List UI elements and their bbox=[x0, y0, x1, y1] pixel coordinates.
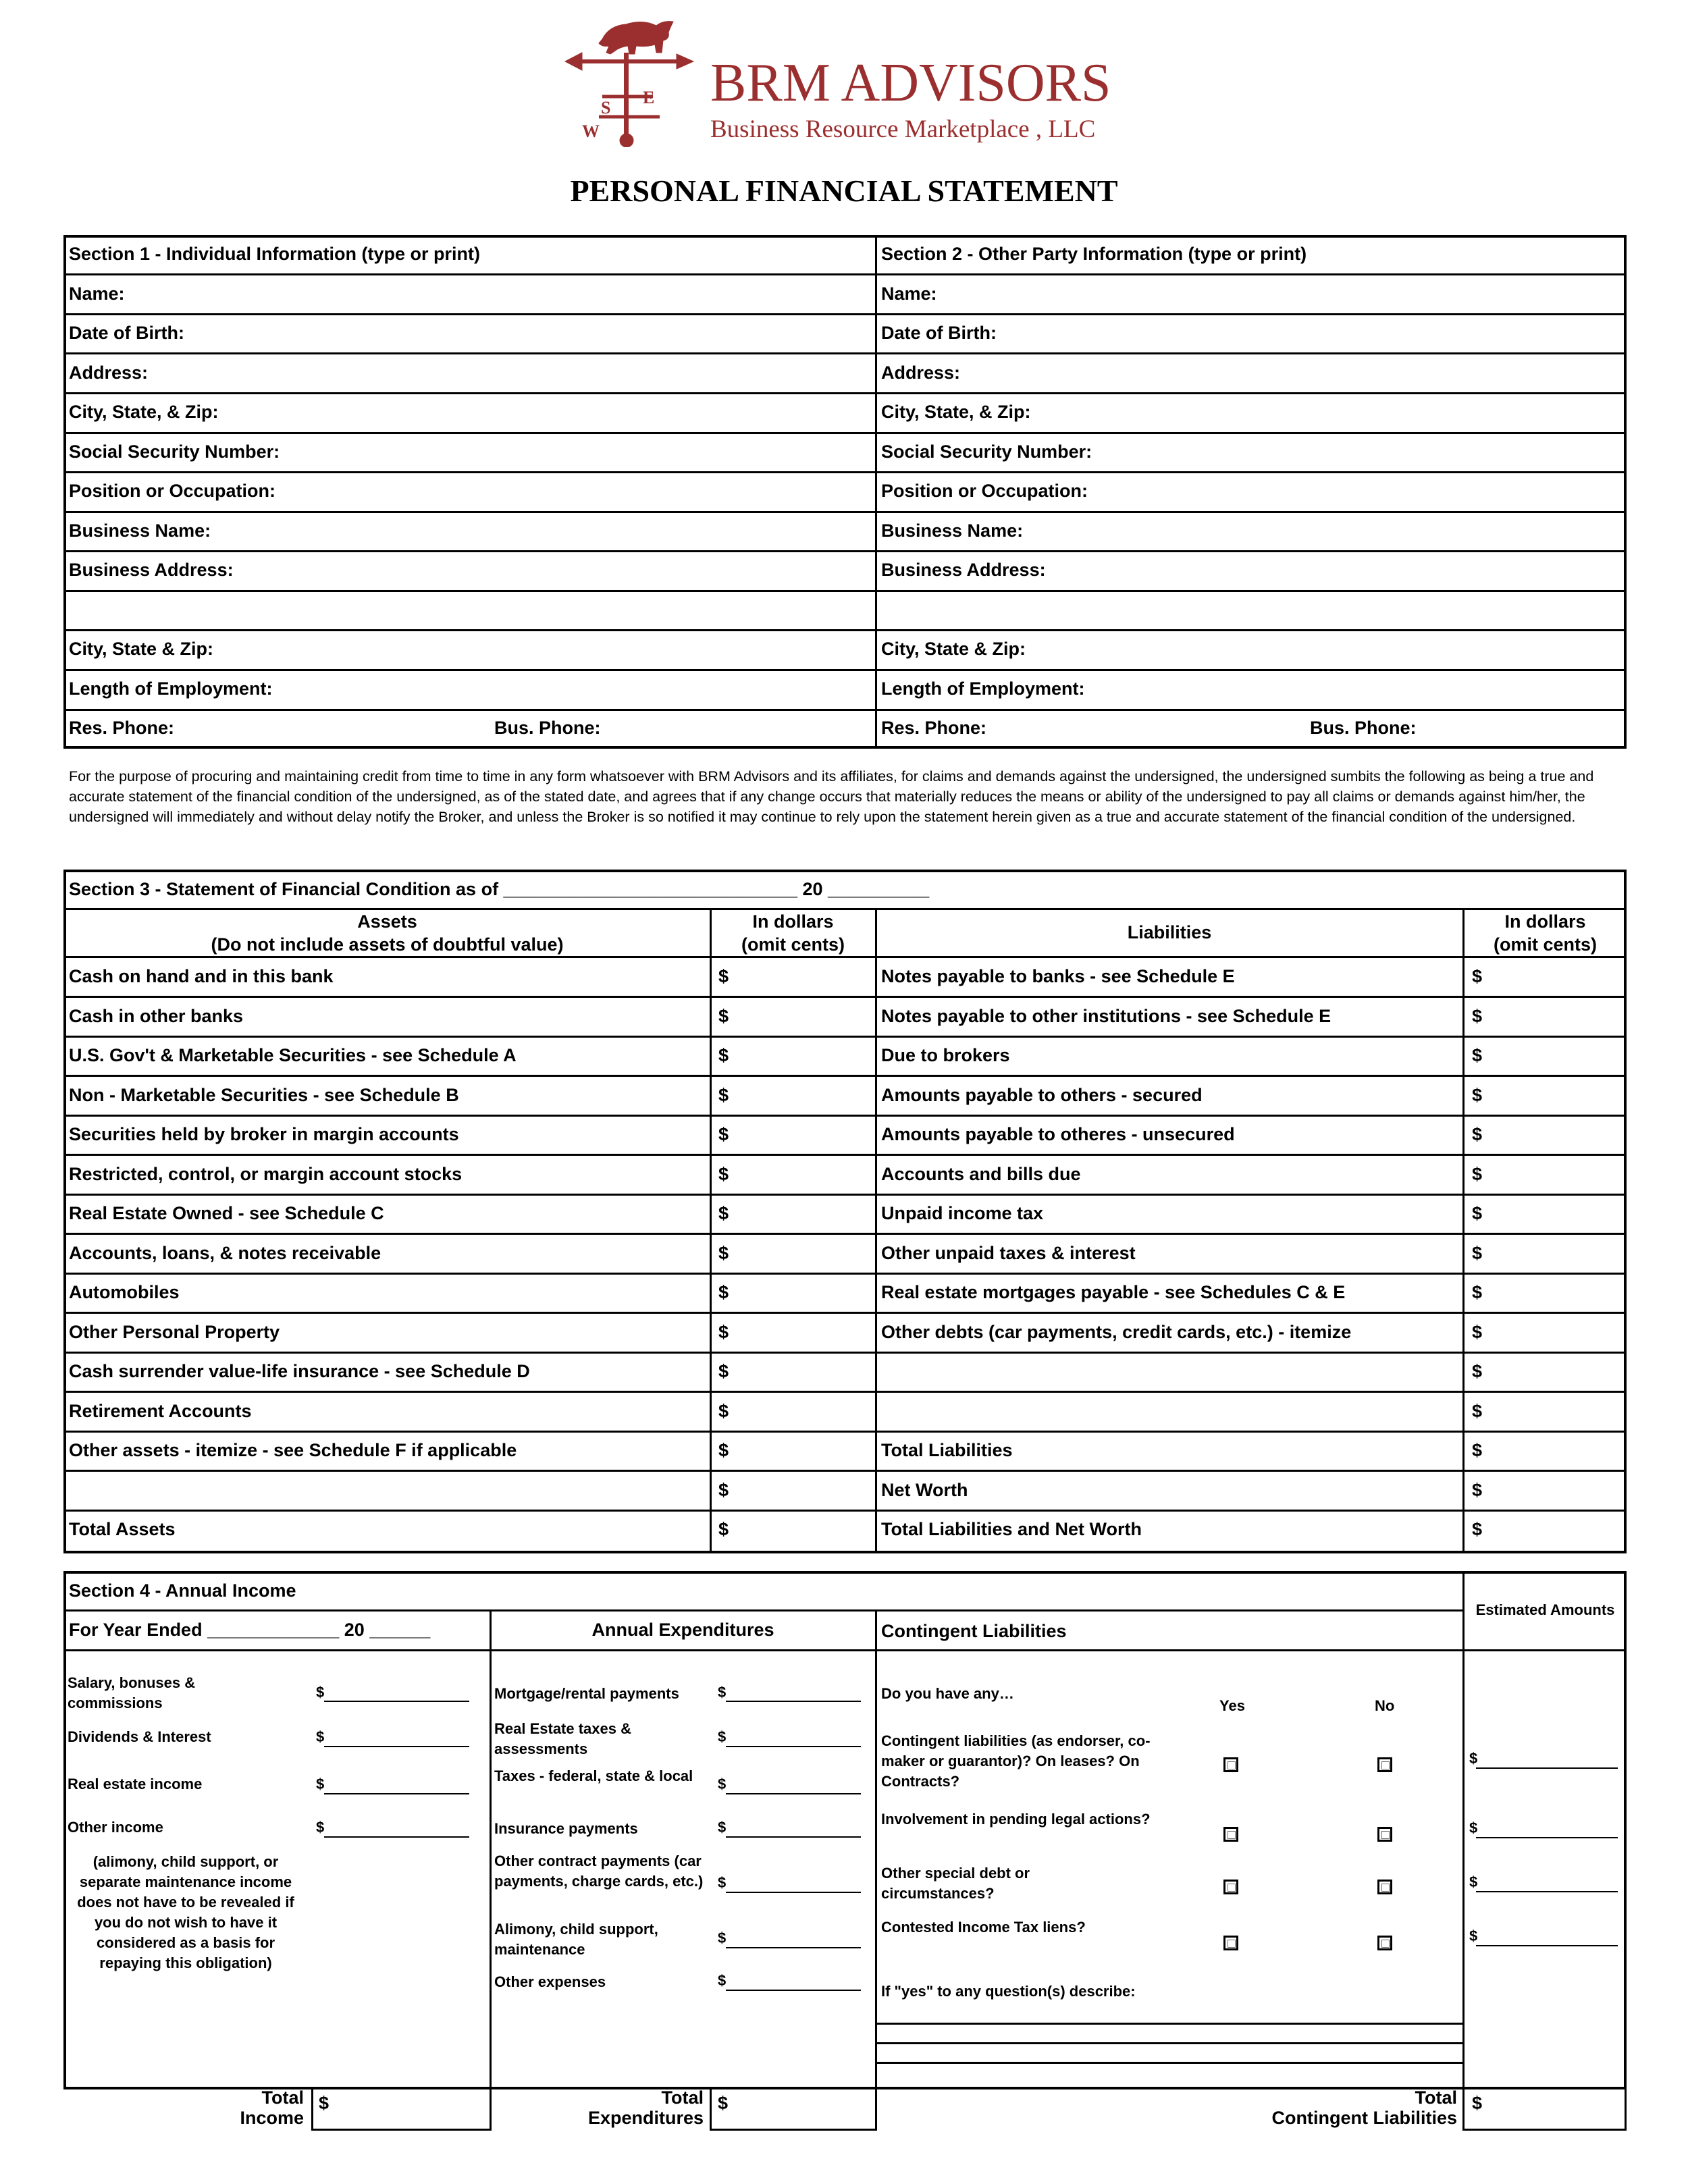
svg-text:W: W bbox=[582, 122, 600, 141]
brand-name: BRM ADVISORS bbox=[710, 53, 1111, 113]
s2-bus-phone-field[interactable]: Bus. Phone: bbox=[1310, 718, 1417, 738]
total-assets-label: Total Assets bbox=[69, 1519, 176, 1539]
total-exp-label-2: Expenditures bbox=[587, 2108, 704, 2128]
total-exp-label-1: Total bbox=[661, 2087, 704, 2108]
asset-amount-field[interactable]: $ bbox=[718, 966, 729, 986]
asset-amount-field[interactable]: $ bbox=[718, 1006, 729, 1026]
asset-row-label: Restricted, control, or margin account stocks bbox=[69, 1164, 463, 1184]
describe-label: If "yes" to any question(s) describe: bbox=[881, 1983, 1136, 2000]
exp-alimony-field[interactable]: $ bbox=[718, 1929, 727, 1946]
income-label-real-estate: Real estate income bbox=[68, 1776, 203, 1792]
asset-row-label: U.S. Gov't & Marketable Securities - see Schedule A bbox=[69, 1045, 517, 1065]
annual-expenditures-header: Annual Expenditures bbox=[591, 1620, 774, 1640]
exp-label-other-contract: Other contract payments (car payments, charge cards, etc.) bbox=[494, 1853, 704, 1890]
liability-row-label: Due to brokers bbox=[881, 1045, 1010, 1065]
asset-amount-field[interactable]: $ bbox=[718, 1164, 729, 1184]
total-contingent-label-2: Contingent Liabilities bbox=[1271, 2108, 1457, 2128]
s2-dob-field[interactable]: Date of Birth: bbox=[881, 323, 997, 343]
question-tax-liens-no-checkbox[interactable] bbox=[1377, 1936, 1392, 1950]
question-special-debt-yes-checkbox[interactable] bbox=[1223, 1880, 1238, 1894]
income-other-field[interactable]: $ bbox=[316, 1819, 325, 1836]
s2-city-field[interactable]: City, State, & Zip: bbox=[881, 402, 1031, 422]
total-exp-field[interactable]: $ bbox=[718, 2093, 729, 2113]
question-contingent-yes-checkbox[interactable] bbox=[1223, 1757, 1238, 1772]
s2-address-field[interactable]: Address: bbox=[881, 363, 961, 383]
question-tax-liens-amount[interactable]: $ bbox=[1469, 1927, 1478, 1944]
income-label-dividends: Dividends & Interest bbox=[68, 1728, 211, 1745]
asset-amount-field[interactable]: $ bbox=[718, 1361, 729, 1381]
brand-tagline: Business Resource Marketplace , LLC bbox=[710, 115, 1096, 143]
question-special-debt: Other special debt or circumstances? bbox=[881, 1865, 1030, 1902]
s2-ssn-field[interactable]: Social Security Number: bbox=[881, 442, 1092, 462]
asset-amount-field[interactable]: $ bbox=[718, 1440, 729, 1460]
total-income-label-2: Income bbox=[240, 2108, 304, 2128]
do-you-have-label: Do you have any… bbox=[881, 1685, 1014, 1702]
s1-business-city-field[interactable]: City, State & Zip: bbox=[69, 639, 214, 659]
s2-position-field[interactable]: Position or Occupation: bbox=[881, 481, 1088, 501]
liability-amount-field[interactable]: $ bbox=[1472, 1401, 1483, 1421]
question-legal: Involvement in pending legal actions? bbox=[881, 1811, 1151, 1828]
sections-1-2-table bbox=[63, 235, 1627, 749]
exp-taxes-field[interactable]: $ bbox=[718, 1776, 727, 1792]
asset-row-label: Securities held by broker in margin accounts bbox=[69, 1124, 459, 1144]
s1-business-name-field[interactable]: Business Name: bbox=[69, 521, 211, 541]
asset-amount-field[interactable]: $ bbox=[718, 1282, 729, 1302]
liability-row-label: Real estate mortgages payable - see Schedules C & E bbox=[881, 1282, 1346, 1302]
section-3-title: Section 3 - Statement of Financial Condition as of _____________________________ 20 __________ bbox=[69, 879, 930, 899]
asset-amount-field[interactable]: $ bbox=[718, 1480, 729, 1500]
no-header: No bbox=[1375, 1697, 1395, 1714]
estimated-amounts-header: Estimated Amounts bbox=[1475, 1601, 1615, 1618]
s2-res-phone-field[interactable]: Res. Phone: bbox=[881, 718, 987, 738]
page-title: PERSONAL FINANCIAL STATEMENT bbox=[570, 174, 1118, 208]
net-worth-amount-field[interactable]: $ bbox=[1472, 1480, 1483, 1500]
total-income-field[interactable]: $ bbox=[319, 2093, 329, 2113]
svg-text:S: S bbox=[601, 98, 611, 117]
asset-row-label: Non - Marketable Securities - see Schedule B bbox=[69, 1085, 459, 1105]
total-liabilities-net-worth-amount-field[interactable]: $ bbox=[1472, 1519, 1483, 1539]
total-liabilities-net-worth-label: Total Liabilities and Net Worth bbox=[881, 1519, 1142, 1539]
s1-res-phone-field[interactable]: Res. Phone: bbox=[69, 718, 175, 738]
section-2-title: Section 2 - Other Party Information (type or print) bbox=[881, 244, 1307, 264]
s1-name-field[interactable]: Name: bbox=[69, 284, 125, 304]
liabilities-dollars-header: In dollars bbox=[1504, 911, 1586, 932]
s2-business-address-field[interactable]: Business Address: bbox=[881, 560, 1046, 580]
asset-row-label: Cash on hand and in this bank bbox=[69, 966, 334, 986]
asset-row-label: Automobiles bbox=[69, 1282, 180, 1302]
liability-amount-field[interactable]: $ bbox=[1472, 1203, 1483, 1223]
liability-amount-field[interactable]: $ bbox=[1472, 1124, 1483, 1144]
liability-amount-field[interactable]: $ bbox=[1472, 1164, 1483, 1184]
assets-header: Assets bbox=[357, 911, 417, 932]
liability-row-label: Notes payable to banks - see Schedule E bbox=[881, 966, 1235, 986]
s2-employment-length-field[interactable]: Length of Employment: bbox=[881, 678, 1085, 699]
exp-mortgage-field[interactable]: $ bbox=[718, 1684, 727, 1701]
question-tax-liens: Contested Income Tax liens? bbox=[881, 1919, 1086, 1936]
total-contingent-label-1: Total bbox=[1415, 2087, 1457, 2108]
total-contingent-field[interactable]: $ bbox=[1472, 2093, 1483, 2113]
liability-row-label: Other debts (car payments, credit cards, etc.) - itemize bbox=[881, 1322, 1352, 1342]
exp-label-mortgage: Mortgage/rental payments bbox=[494, 1685, 679, 1702]
disclaimer-text: For the purpose of procuring and maintaining credit from time to time in any form whatsoever with BRM Advisors and its affiliates, for claims and demands against the undersigned, the undersigned sumbits the following as being a true and accurate statement of the financial condition of the undersigned, as of the stated date, and agrees that if any change occurs that materially reduces the means or ability of the undersigned to pay all claims or demands against him/her, the undersigned will immediately and without delay notify the Broker, and unless the Broker is so notified it may continue to rely upon the statement herein given as a true and accurate statement of the financial condition of the undersigned. bbox=[69, 768, 1594, 825]
asset-amount-field[interactable]: $ bbox=[718, 1203, 729, 1223]
assets-dollars-subheader: (omit cents) bbox=[741, 934, 845, 955]
exp-label-alimony: Alimony, child support, maintenance bbox=[494, 1921, 658, 1958]
liability-row-label: Unpaid income tax bbox=[881, 1203, 1044, 1223]
s1-ssn-field[interactable]: Social Security Number: bbox=[69, 442, 280, 462]
question-legal-amount[interactable]: $ bbox=[1469, 1819, 1478, 1836]
exp-re-taxes-field[interactable]: $ bbox=[718, 1728, 727, 1745]
income-note: (alimony, child support, or separate maintenance income does not have to be revealed if you do not wish to have it considered as a basis for repaying this obligation) bbox=[77, 1853, 294, 1971]
question-legal-yes-checkbox[interactable] bbox=[1223, 1827, 1238, 1842]
weathervane-bull-icon bbox=[562, 12, 697, 147]
income-salary-field[interactable]: $ bbox=[316, 1684, 325, 1701]
liability-amount-field[interactable]: $ bbox=[1472, 1085, 1483, 1105]
liability-row-label: Accounts and bills due bbox=[881, 1164, 1081, 1184]
asset-row-label: Other assets - itemize - see Schedule F if applicable bbox=[69, 1440, 517, 1460]
asset-row-label: Accounts, loans, & notes receivable bbox=[69, 1243, 381, 1263]
asset-amount-field[interactable]: $ bbox=[718, 1124, 729, 1144]
asset-amount-field[interactable]: $ bbox=[718, 1322, 729, 1342]
s1-position-field[interactable]: Position or Occupation: bbox=[69, 481, 276, 501]
section-4-title: Section 4 - Annual Income bbox=[69, 1580, 296, 1601]
question-legal-no-checkbox[interactable] bbox=[1377, 1827, 1392, 1842]
liability-amount-field[interactable]: $ bbox=[1472, 966, 1483, 986]
liabilities-header: Liabilities bbox=[1127, 922, 1212, 942]
liability-amount-field[interactable]: $ bbox=[1472, 1045, 1483, 1065]
income-dividends-field[interactable]: $ bbox=[316, 1728, 325, 1745]
liabilities-dollars-subheader: (omit cents) bbox=[1493, 934, 1597, 955]
liability-row-label: Amounts payable to others - secured bbox=[881, 1085, 1203, 1105]
asset-row-label: Cash surrender value-life insurance - see Schedule D bbox=[69, 1361, 530, 1381]
liability-amount-field[interactable]: $ bbox=[1472, 1361, 1483, 1381]
assets-subheader: (Do not include assets of doubtful value) bbox=[211, 934, 564, 955]
s2-business-name-field[interactable]: Business Name: bbox=[881, 521, 1024, 541]
s1-address-field[interactable]: Address: bbox=[69, 363, 149, 383]
income-label-other: Other income bbox=[68, 1819, 163, 1836]
question-special-debt-amount[interactable]: $ bbox=[1469, 1873, 1478, 1890]
yes-header: Yes bbox=[1219, 1697, 1245, 1714]
asset-row-label: Retirement Accounts bbox=[69, 1401, 252, 1421]
contingent-liabilities-header: Contingent Liabilities bbox=[881, 1621, 1067, 1641]
liability-amount-field[interactable]: $ bbox=[1472, 1243, 1483, 1263]
asset-row-label: Real Estate Owned - see Schedule C bbox=[69, 1203, 384, 1223]
exp-label-re-taxes: Real Estate taxes & assessments bbox=[494, 1720, 631, 1757]
s1-employment-length-field[interactable]: Length of Employment: bbox=[69, 678, 273, 699]
total-liabilities-amount-field[interactable]: $ bbox=[1472, 1440, 1483, 1460]
net-worth-label: Net Worth bbox=[881, 1480, 968, 1500]
income-real-estate-field[interactable]: $ bbox=[316, 1776, 325, 1792]
assets-dollars-header: In dollars bbox=[752, 911, 834, 932]
year-ended-label: For Year Ended _____________ 20 ______ bbox=[69, 1620, 431, 1640]
asset-amount-field[interactable]: $ bbox=[718, 1045, 729, 1065]
total-assets-amount-field[interactable]: $ bbox=[718, 1519, 729, 1539]
exp-other-contract-field[interactable]: $ bbox=[718, 1874, 727, 1891]
liability-row-label: Amounts payable to otheres - unsecured bbox=[881, 1124, 1235, 1144]
liability-row-label: Other unpaid taxes & interest bbox=[881, 1243, 1136, 1263]
liability-row-label: Notes payable to other institutions - see Schedule E bbox=[881, 1006, 1331, 1026]
s1-business-address-field[interactable]: Business Address: bbox=[69, 560, 234, 580]
income-label-salary: Salary, bonuses & commissions bbox=[68, 1674, 196, 1711]
asset-amount-field[interactable]: $ bbox=[718, 1085, 729, 1105]
question-contingent: Contingent liabilities (as endorser, co-maker or guarantor)? On leases? On Contracts? bbox=[881, 1732, 1151, 1790]
s2-business-city-field[interactable]: City, State & Zip: bbox=[881, 639, 1026, 659]
brand-logo bbox=[562, 12, 697, 147]
exp-insurance-field[interactable]: $ bbox=[718, 1819, 727, 1836]
question-contingent-no-checkbox[interactable] bbox=[1377, 1757, 1392, 1772]
exp-other-field[interactable]: $ bbox=[718, 1972, 727, 1989]
question-tax-liens-yes-checkbox[interactable] bbox=[1223, 1936, 1238, 1950]
total-liabilities-label: Total Liabilities bbox=[881, 1440, 1013, 1460]
exp-label-taxes: Taxes - federal, state & local bbox=[494, 1767, 693, 1784]
asset-row-label: Cash in other banks bbox=[69, 1006, 244, 1026]
liability-amount-field[interactable]: $ bbox=[1472, 1006, 1483, 1026]
svg-text:E: E bbox=[643, 88, 655, 107]
asset-amount-field[interactable]: $ bbox=[718, 1401, 729, 1421]
s1-dob-field[interactable]: Date of Birth: bbox=[69, 323, 184, 343]
total-income-label-1: Total bbox=[261, 2087, 304, 2108]
s1-city-field[interactable]: City, State, & Zip: bbox=[69, 402, 219, 422]
asset-row-label: Other Personal Property bbox=[69, 1322, 280, 1342]
section-1-title: Section 1 - Individual Information (type or print) bbox=[69, 244, 481, 264]
exp-label-insurance: Insurance payments bbox=[494, 1820, 638, 1837]
s1-bus-phone-field[interactable]: Bus. Phone: bbox=[494, 718, 601, 738]
exp-label-other: Other expenses bbox=[494, 1973, 606, 1990]
question-contingent-amount[interactable]: $ bbox=[1469, 1750, 1478, 1767]
s2-name-field[interactable]: Name: bbox=[881, 284, 937, 304]
asset-amount-field[interactable]: $ bbox=[718, 1243, 729, 1263]
question-special-debt-no-checkbox[interactable] bbox=[1377, 1880, 1392, 1894]
liability-amount-field[interactable]: $ bbox=[1472, 1282, 1483, 1302]
liability-amount-field[interactable]: $ bbox=[1472, 1322, 1483, 1342]
